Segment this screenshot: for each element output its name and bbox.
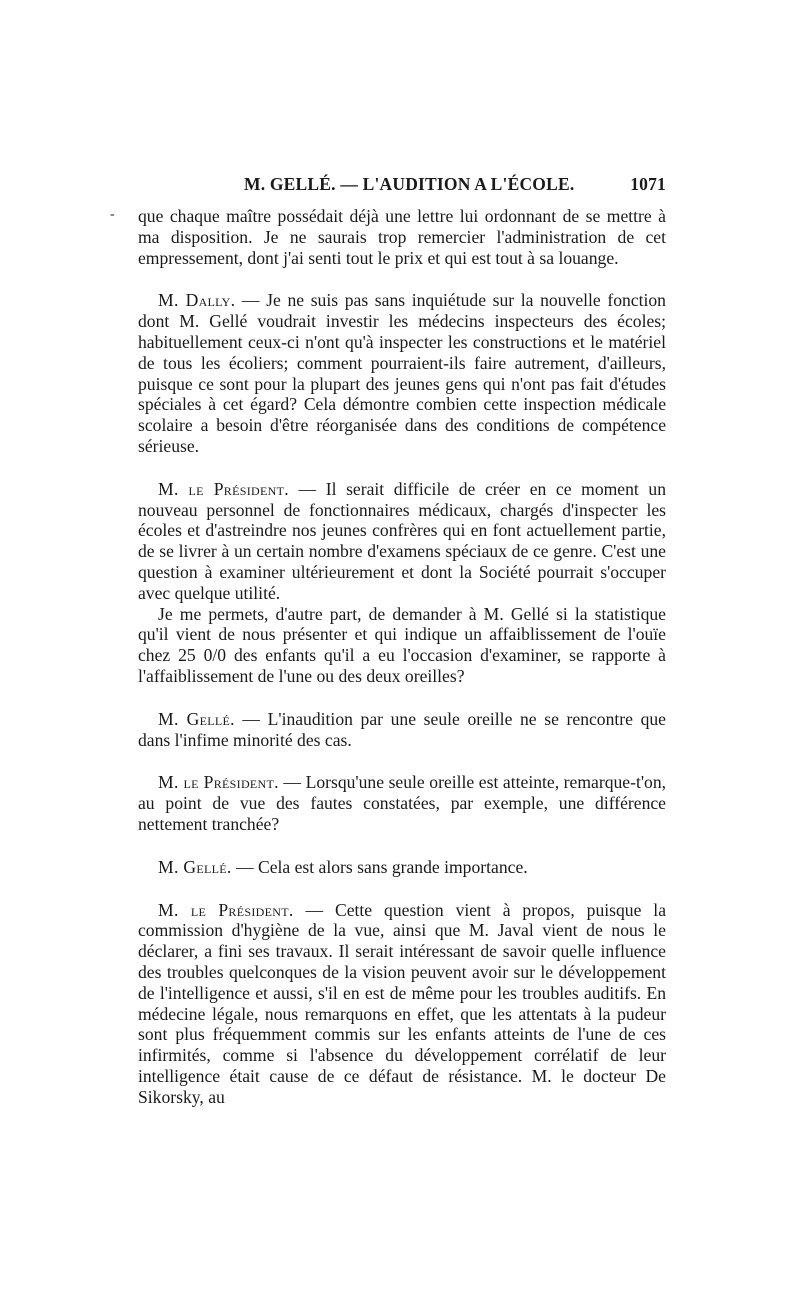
speaker-name: M. Dally. xyxy=(158,290,236,311)
speaker-name: M. Gellé. xyxy=(158,856,232,877)
running-title: M. GELLÉ. — L'AUDITION A L'ÉCOLE. xyxy=(244,174,575,194)
paragraph-president-3 xyxy=(138,900,666,1108)
speech-text: — Cette question vient à propos, puisque la commission d'hygiène de la vue, ainsi que M. Javal vient de nous le déclarer, a fini ses travaux. Il serait intéressant de savoir quelle influence des troubles quelconques de la vision peuvent avoir sur le développement de l'intelligence et aussi, s'il en est de même pour les troubles auditifs. En médecine légale, nous remarquons en effet, que les attentats à la pudeur sont plus fréquemment commis sur les enfants atteints de l'une de ces infirmités, comme si l'absence du développement corrélatif de leur intelligence était cause de ce défaut de résistance. M. le docteur De Sikorsky, au xyxy=(138,899,666,1107)
speech-text: — L'inaudition par une seule oreille ne se rencontre que dans l'infime minorité des cas. xyxy=(138,708,666,750)
paragraph-continuation: que chaque maître possédait déjà une lettre lui ordonnant de se mettre à ma disposition. Je ne saurais trop remercier l'administration de cet empressement, dont j'ai senti tout le prix et qui est tout à sa louange. xyxy=(138,206,666,268)
paragraph-president-2 xyxy=(138,772,666,834)
speaker-name: M. le Président. xyxy=(158,899,294,920)
paragraph-gelle-2 xyxy=(138,857,666,878)
speech-text: — Cela est alors sans grande importance. xyxy=(231,856,528,877)
running-header xyxy=(138,174,666,200)
speech-text: — Il serait difficile de créer en ce moment un nouveau personnel de fonctionnaires médicaux, chargés d'inspecter les écoles et d'astreindre nos jeunes confrères qui en font actuellement partie, de se livrer à un certain nombre d'examens spéciaux de ce genre. C'est une question à examiner ultérieurement et dont la Société pourrait s'occuper avec quelque utilité. xyxy=(138,478,666,603)
page-number: 1071 xyxy=(630,174,666,194)
paragraph-dally xyxy=(138,290,666,456)
body-text xyxy=(138,206,666,1107)
speech-text: — Lorsqu'une seule oreille est atteinte, remarque-t'on, au point de vue des fautes constatées, par exemple, une différence nettement tranchée? xyxy=(138,772,667,834)
speaker-name: M. le Président. xyxy=(158,772,279,793)
speaker-name: M. Gellé. xyxy=(158,708,235,729)
speaker-name: M. le Président. xyxy=(158,478,289,499)
paragraph-president-question: Je me permets, d'autre part, de demander à M. Gellé si la statistique qu'il vient de nous présenter et qui indique un affaiblissement de l'ouïe chez 25 0/0 des enfants qu'il a eu l'occasion d'examiner, se rapporte à l'affaiblissement de l'une ou des deux oreilles? xyxy=(138,603,666,686)
paragraph-president-1 xyxy=(138,479,666,604)
speech-text: — Je ne suis pas sans inquiétude sur la nouvelle fonction dont M. Gellé voudrait investir les médecins inspecteurs des écoles; habituellement ceux-ci n'ont qu'à inspecter les constructions et le matériel de tous les écoliers; comment pourraient-ils faire autrement, d'ailleurs, puisque ce sont pour la plupart des jeunes gens qui n'ont pas fait d'études spéciales à cet égard? Cela démontre combien cette inspection médicale scolaire a besoin d'être réorganisée dans des conditions de compétence sérieuse. xyxy=(138,290,666,456)
margin-mark: - xyxy=(110,207,115,222)
paragraph-gelle-1 xyxy=(138,709,666,751)
